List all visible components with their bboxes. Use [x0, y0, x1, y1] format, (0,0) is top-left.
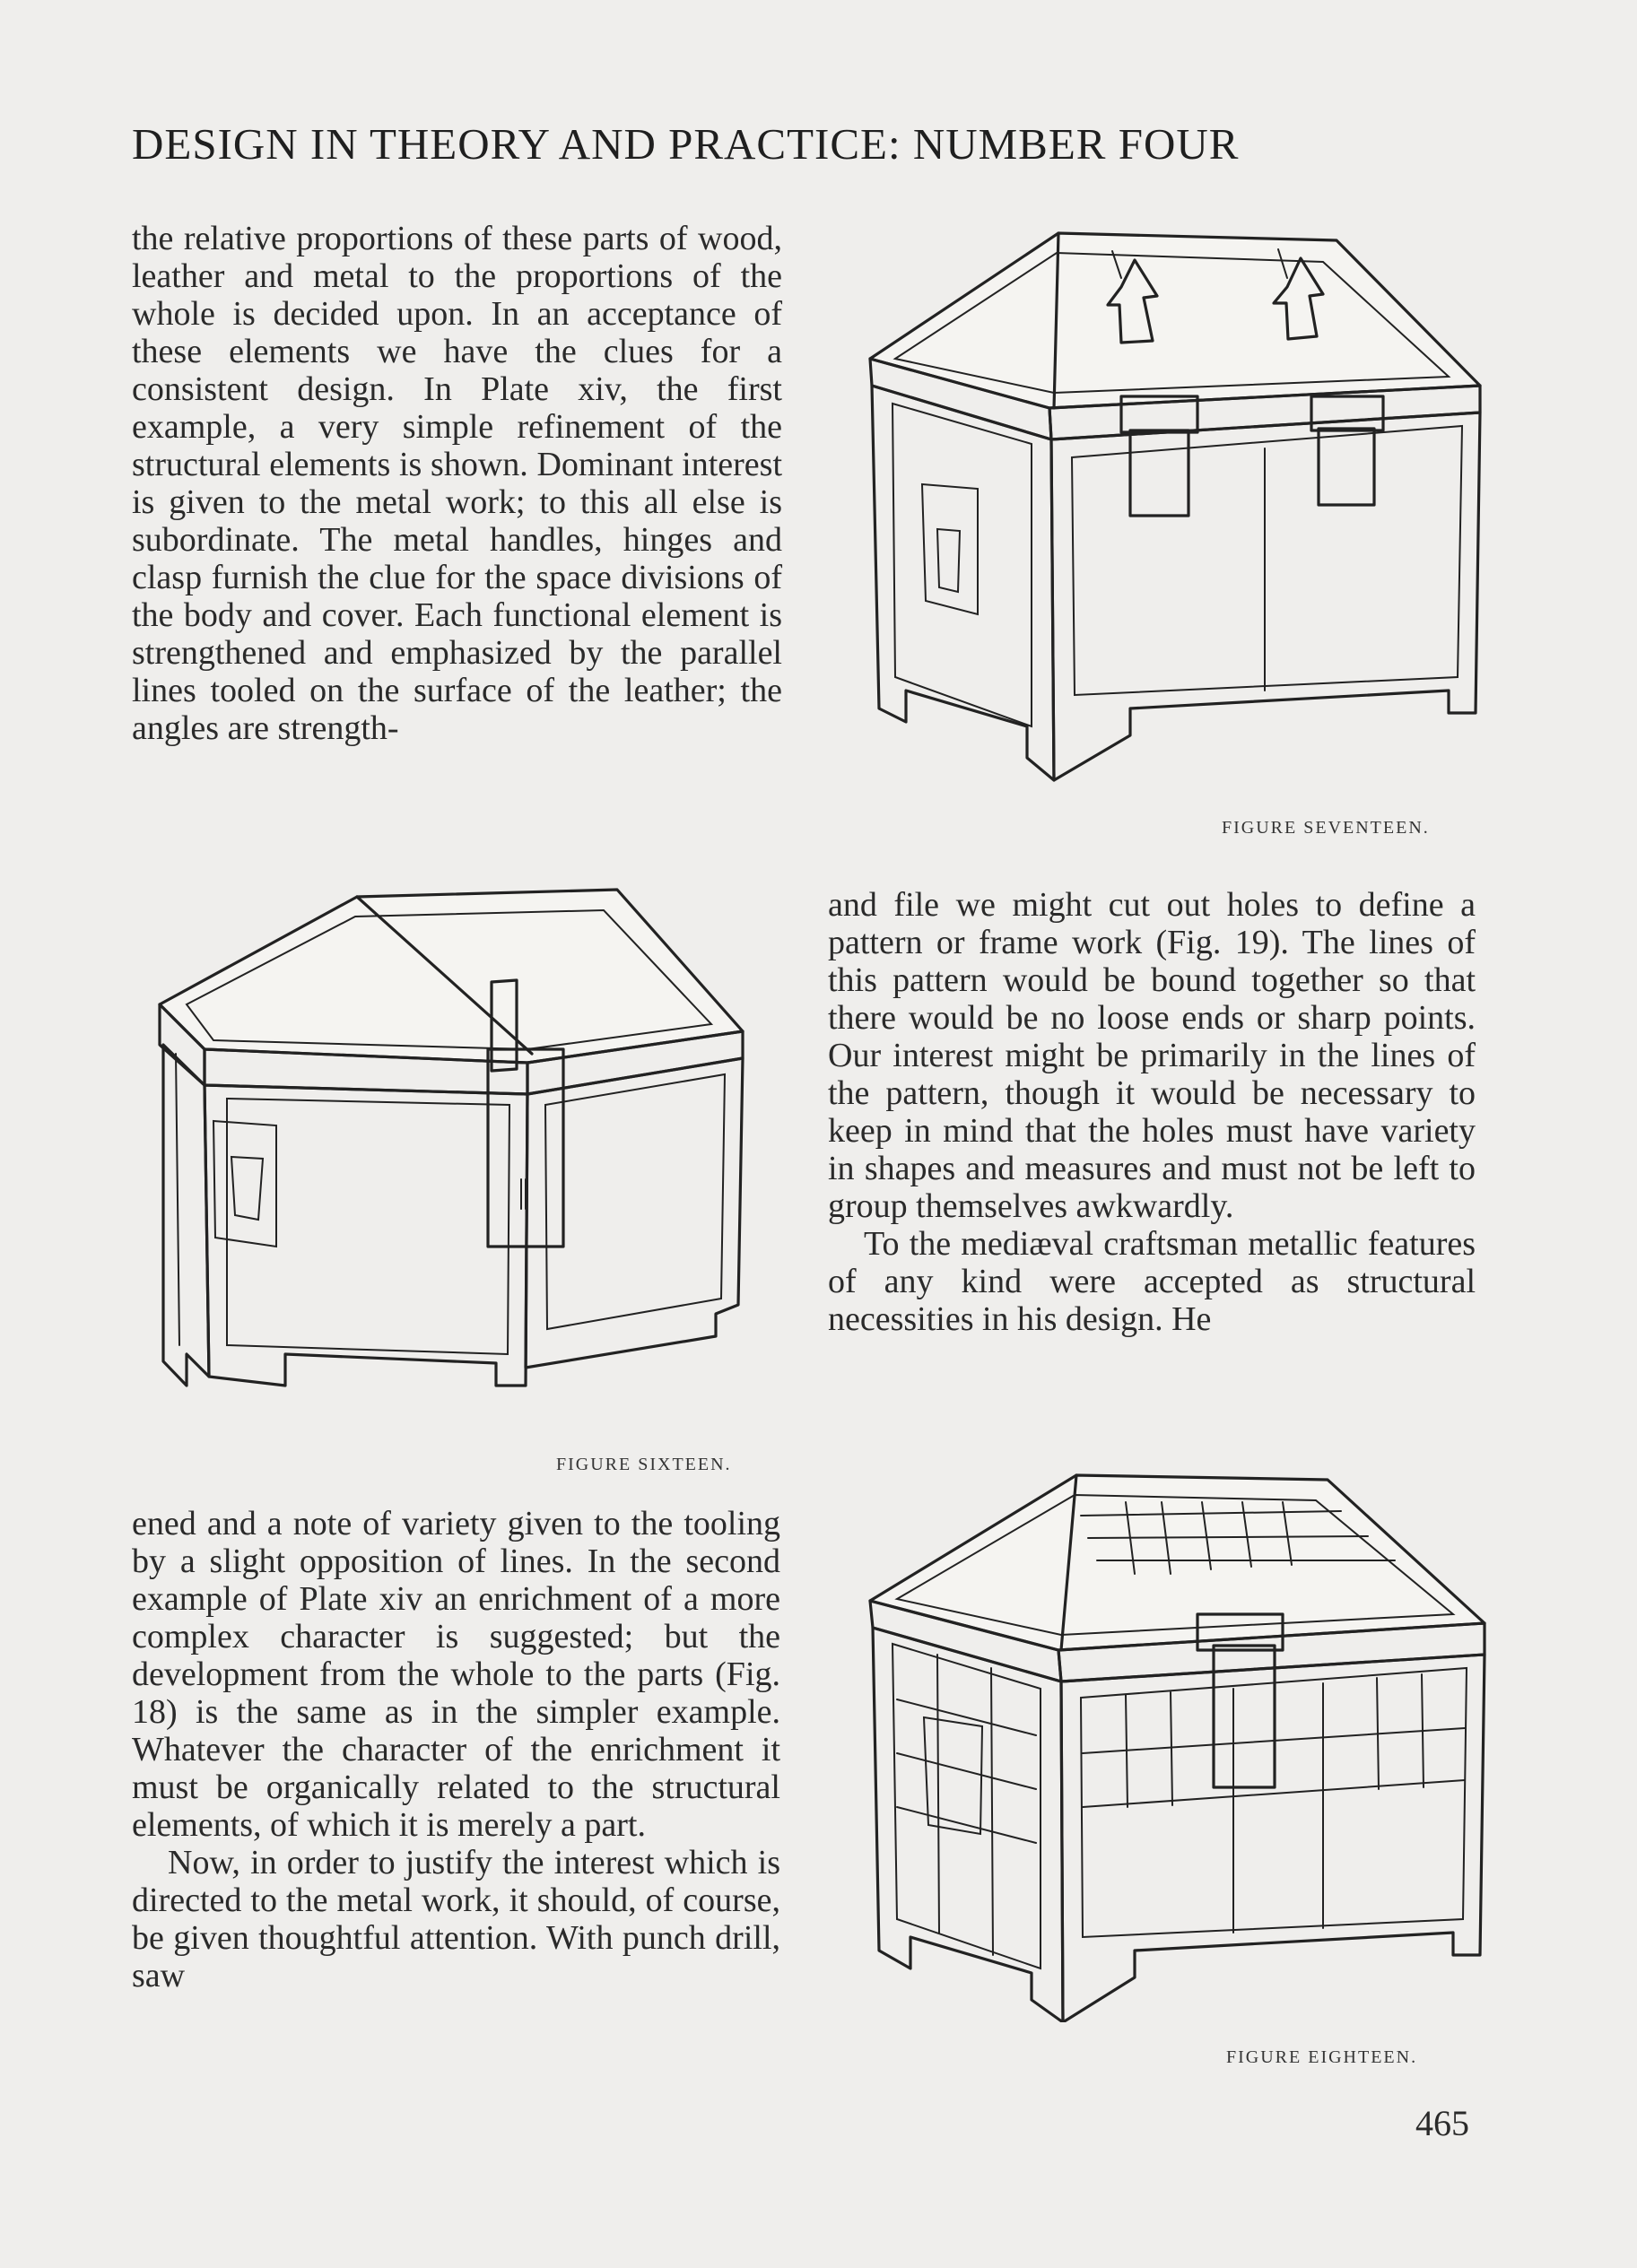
text-column-right [828, 886, 1476, 1338]
paragraph: To the mediæval craftsman metallic features of any kind were accepted as structural necessities in his design. He [828, 1225, 1476, 1338]
figure-seventeen-illustration [852, 224, 1489, 798]
page-number: 465 [1415, 2103, 1469, 2143]
figure-sixteen-illustration [151, 870, 797, 1426]
paragraph: ened and a note of variety given to the tooling by a slight opposition of lines. In the second example of Plate xiv an enrichment of a more complex character is suggested; but the development from the whole to the parts (Fig. 18) is the same as in the simpler example. Whatever the character of the enrichment it must be organically related to the structural elements, of which it is merely a part. [132, 1505, 780, 1844]
text-column-left-bottom [132, 1505, 780, 1994]
figure-eighteen-illustration [857, 1466, 1498, 2022]
paragraph: Now, in order to justify the interest which is directed to the metal work, it should, of course, be given thoughtful attention. With punch drill, saw [132, 1844, 780, 1994]
figure-eighteen-caption: FIGURE EIGHTEEN. [1226, 2047, 1418, 2067]
paragraph: and file we might cut out holes to define a pattern or frame work (Fig. 19). The lines of this pattern would be bound together so that there would be no loose ends or sharp points. Our interest might be primarily in the lines of the pattern, though it would be necessary to keep in mind that the holes must have variety in shapes and measures and must not be left to group themselves awkwardly. [828, 886, 1476, 1225]
text-column-left-top [132, 220, 782, 747]
paragraph: the relative proportions of these parts of wood, leather and metal to the proportions of the whole is decided upon. In an acceptance of these elements we have the clues for a consistent design. In Plate xiv, the first example, a very simple refinement of the structural elements is shown. Dominant interest is given to the metal work; to this all else is subordinate. The metal handles, hinges and clasp furnish the clue for the space divisions of the body and cover. Each functional element is strengthened and emphasized by the parallel lines tooled on the surface of the leather; the angles are strength- [132, 220, 782, 747]
running-head: DESIGN IN THEORY AND PRACTICE: NUMBER FOUR [132, 119, 1240, 169]
figure-sixteen-caption: FIGURE SIXTEEN. [556, 1455, 732, 1474]
figure-seventeen-caption: FIGURE SEVENTEEN. [1222, 818, 1430, 838]
